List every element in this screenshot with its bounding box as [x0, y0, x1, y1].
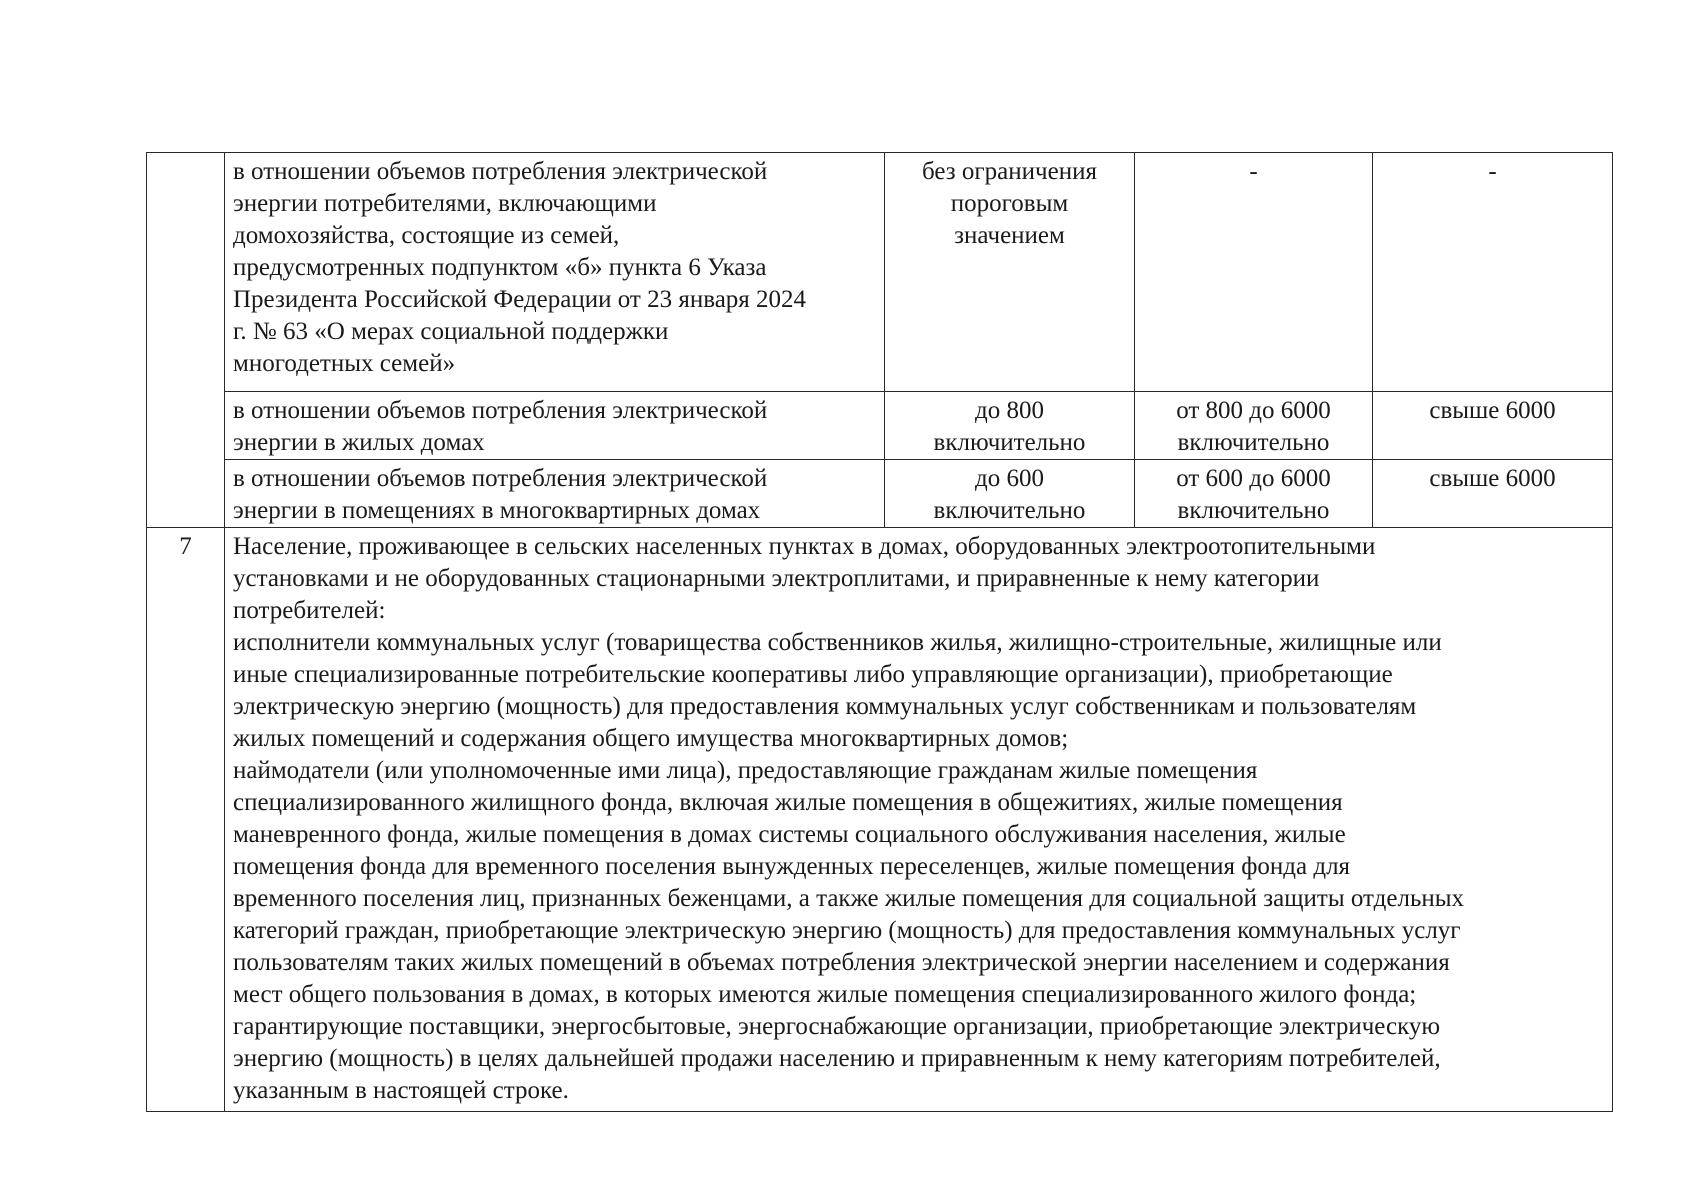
- threshold-cell-c: [1373, 153, 1613, 392]
- text-line: наймодатели (или уполномоченные ими лица), предоставляющие гражданам жилые помещения: [233, 757, 1258, 784]
- threshold-cell-a: [885, 460, 1135, 528]
- text-line: Президента Российской Федерации от 23 января 2024: [233, 286, 807, 313]
- threshold-cell-b: [1135, 392, 1373, 460]
- text-line: включительно: [933, 497, 1086, 524]
- text-line: домохозяйства, состоящие из семей,: [233, 222, 620, 249]
- description-cell: [225, 153, 885, 392]
- text-line: до 600: [975, 465, 1044, 492]
- text-line: от 600 до 6000: [1176, 465, 1331, 492]
- table-row: [147, 528, 1613, 1112]
- text-line: указанным в настоящей строке.: [233, 1077, 569, 1104]
- text-line: Население, проживающее в сельских населенных пунктах в домах, оборудованных электроотопительными: [233, 533, 1376, 560]
- tariff-table: [146, 152, 1613, 1112]
- text-line: энергию (мощность) в целях дальнейшей продажи населению и приравненным к нему категориям потребителей,: [233, 1045, 1441, 1072]
- threshold-cell-c: [1373, 460, 1613, 528]
- text-line: категорий граждан, приобретающие электрическую энергию (мощность) для предоставления коммунальных услуг: [233, 917, 1461, 944]
- threshold-cell-c: [1373, 392, 1613, 460]
- table-row: [147, 460, 1613, 528]
- text-line: -: [1488, 158, 1497, 185]
- text-line: от 800 до 6000: [1176, 397, 1331, 424]
- table-row: [147, 153, 1613, 392]
- text-line: энергии в жилых домах: [233, 429, 485, 456]
- text-line: маневренного фонда, жилые помещения в домах системы социального обслуживания населения, жилые: [233, 821, 1346, 848]
- text-line: жилых помещений и содержания общего имущества многоквартирных домов;: [233, 725, 1069, 752]
- threshold-cell-a: [885, 153, 1135, 392]
- threshold-cell-b: [1135, 153, 1373, 392]
- text-line: гарантирующие поставщики, энергосбытовые, энергоснабжающие организации, приобретающие электрическую: [233, 1013, 1441, 1040]
- text-line: мест общего пользования в домах, в которых имеются жилые помещения специализированного жилого фонда;: [233, 981, 1417, 1008]
- text-line: иные специализированные потребительские кооперативы либо управляющие организации), приобретающие: [233, 661, 1393, 688]
- text-line: без ограничения: [922, 158, 1097, 185]
- description-cell: [225, 460, 885, 528]
- description-cell: [225, 392, 885, 460]
- text-line: включительно: [1177, 497, 1330, 524]
- text-line: установками и не оборудованных стационарными электроплитами, и приравненные к нему категории: [233, 565, 1320, 592]
- text-line: г. № 63 «О мерах социальной поддержки: [233, 318, 669, 345]
- text-line: пороговым: [950, 190, 1069, 217]
- table-row: [147, 392, 1613, 460]
- text-line: электрическую энергию (мощность) для предоставления коммунальных услуг собственникам и пользователям: [233, 693, 1417, 720]
- text-line: предусмотренных подпунктом «б» пункта 6 Указа: [233, 254, 767, 281]
- text-line: многодетных семей»: [233, 350, 456, 377]
- text-line: энергии потребителями, включающими: [233, 190, 657, 217]
- text-line: свыше 6000: [1429, 465, 1556, 492]
- text-line: энергии в помещениях в многоквартирных домах: [233, 497, 761, 524]
- threshold-cell-b: [1135, 460, 1373, 528]
- text-line: до 800: [975, 397, 1044, 424]
- threshold-cell-a: [885, 392, 1135, 460]
- text-line: свыше 6000: [1429, 397, 1556, 424]
- text-line: значением: [954, 222, 1065, 249]
- row-number-cell-empty: [147, 153, 225, 528]
- category-description-cell: [225, 528, 1613, 1112]
- text-line: включительно: [933, 429, 1086, 456]
- text-line: в отношении объемов потребления электрической: [233, 158, 768, 185]
- text-line: временного поселения лиц, признанных беженцами, а также жилые помещения для социальной защиты отдельных: [233, 885, 1465, 912]
- text-line: помещения фонда для временного поселения вынужденных переселенцев, жилые помещения фонда для: [233, 853, 1351, 880]
- text-line: включительно: [1177, 429, 1330, 456]
- text-line: в отношении объемов потребления электрической: [233, 465, 768, 492]
- row-number-cell: 7: [147, 528, 225, 1112]
- text-line: специализированного жилищного фонда, включая жилые помещения в общежитиях, жилые помещения: [233, 789, 1343, 816]
- text-line: потребителей:: [233, 597, 386, 624]
- text-line: пользователям таких жилых помещений в объемах потребления электрической энергии населением и содержания: [233, 949, 1450, 976]
- text-line: -: [1249, 158, 1258, 185]
- text-line: в отношении объемов потребления электрической: [233, 397, 768, 424]
- text-line: исполнители коммунальных услуг (товарищества собственников жилья, жилищно-строительные, жилищные или: [233, 629, 1442, 656]
